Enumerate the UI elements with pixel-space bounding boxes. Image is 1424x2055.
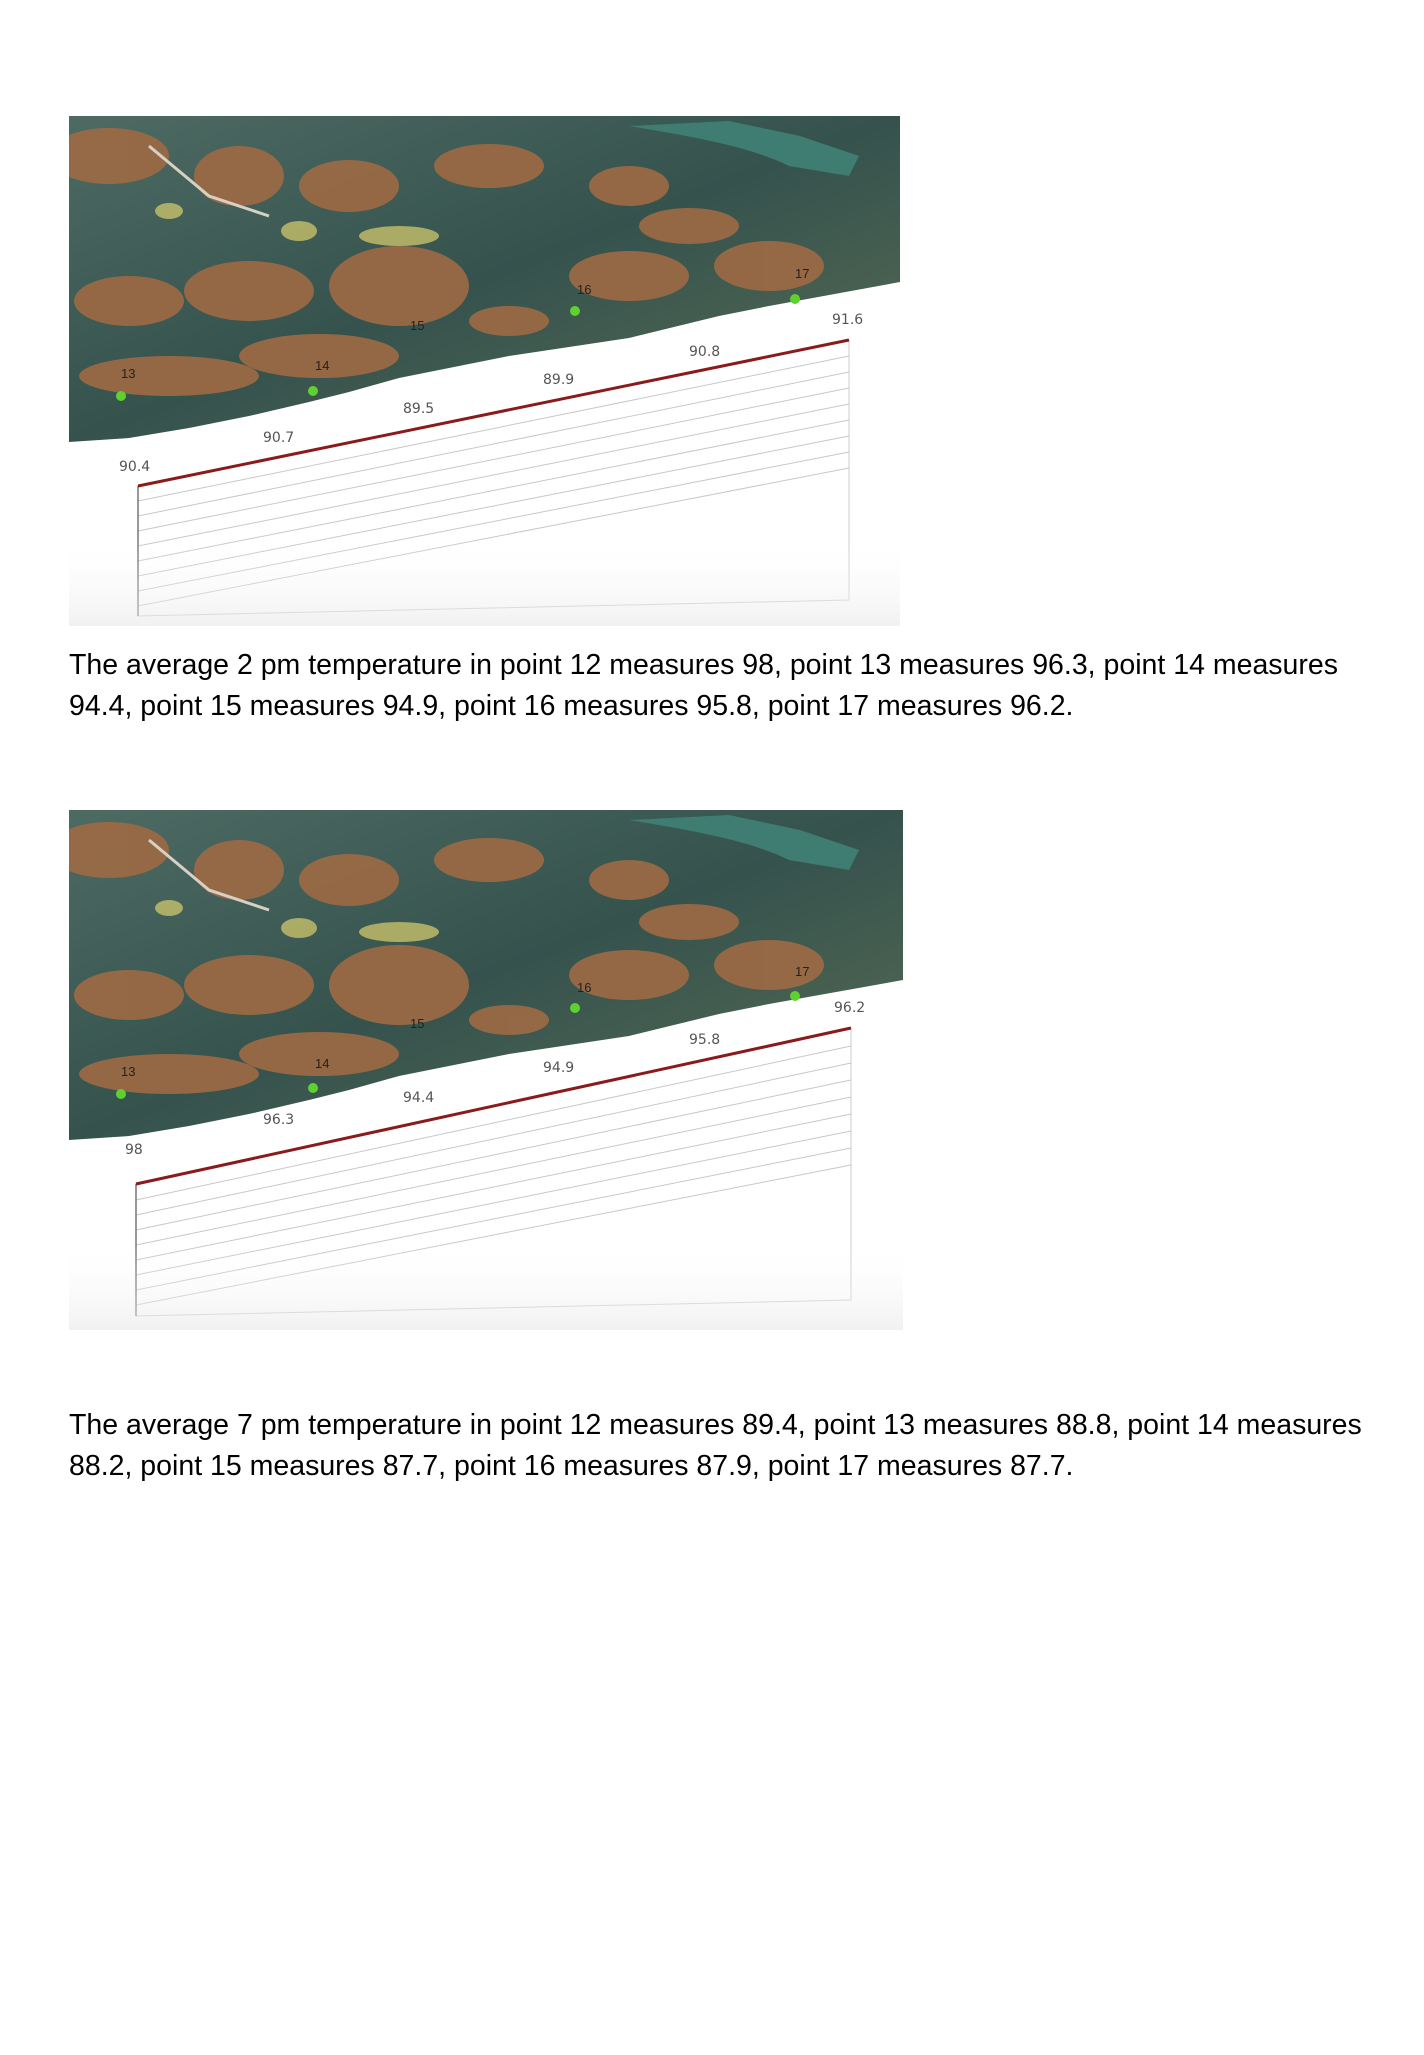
terrain-profile-figure-2 [69, 810, 903, 1330]
terrain-profile-illustration [69, 116, 900, 626]
value-label: 91.6 [832, 312, 864, 328]
point-label: 13 [121, 1064, 136, 1079]
value-label: 96.3 [263, 1112, 295, 1128]
point-label: 15 [410, 1016, 425, 1031]
marker-16 [570, 1003, 580, 1013]
value-label: 90.8 [689, 344, 721, 360]
value-label: 89.5 [403, 401, 435, 417]
temperature-paragraph-2pm: The average 2 pm temperature in point 12 measures 98, point 13 measures 96.3, point 14 measures 94.4, point 15 measures 94.9, point 16 measures 95.8, point 17 measures 96.2. [69, 649, 1338, 722]
marker-17 [790, 991, 800, 1001]
value-label: 90.7 [263, 430, 295, 446]
point-label: 13 [121, 366, 136, 381]
point-label: 15 [410, 318, 425, 333]
point-label: 14 [315, 1056, 330, 1071]
point-label: 16 [577, 282, 592, 297]
marker-14 [308, 386, 318, 396]
point-label: 14 [315, 358, 330, 373]
value-label: 96.2 [834, 1000, 866, 1016]
value-label: 90.4 [119, 459, 151, 475]
value-label: 95.8 [689, 1032, 721, 1048]
panel-fade [69, 1240, 903, 1330]
terrain-profile-illustration [69, 810, 903, 1330]
value-label: 98 [125, 1142, 143, 1158]
point-label: 17 [795, 266, 810, 281]
value-label: 94.4 [403, 1090, 435, 1106]
marker-14 [308, 1083, 318, 1093]
panel-fade [69, 536, 900, 626]
temperature-paragraph-7pm: The average 7 pm temperature in point 12 measures 89.4, point 13 measures 88.8, point 14 measures 88.2, point 15 measures 87.7, point 16 measures 87.9, point 17 measures 87.7. [69, 1409, 1362, 1482]
point-label: 16 [577, 980, 592, 995]
terrain-profile-figure-1 [69, 116, 900, 626]
point-label: 17 [795, 964, 810, 979]
value-label: 89.9 [543, 372, 575, 388]
marker-13 [116, 1089, 126, 1099]
marker-13 [116, 391, 126, 401]
value-label: 94.9 [543, 1060, 575, 1076]
marker-17 [790, 294, 800, 304]
marker-16 [570, 306, 580, 316]
